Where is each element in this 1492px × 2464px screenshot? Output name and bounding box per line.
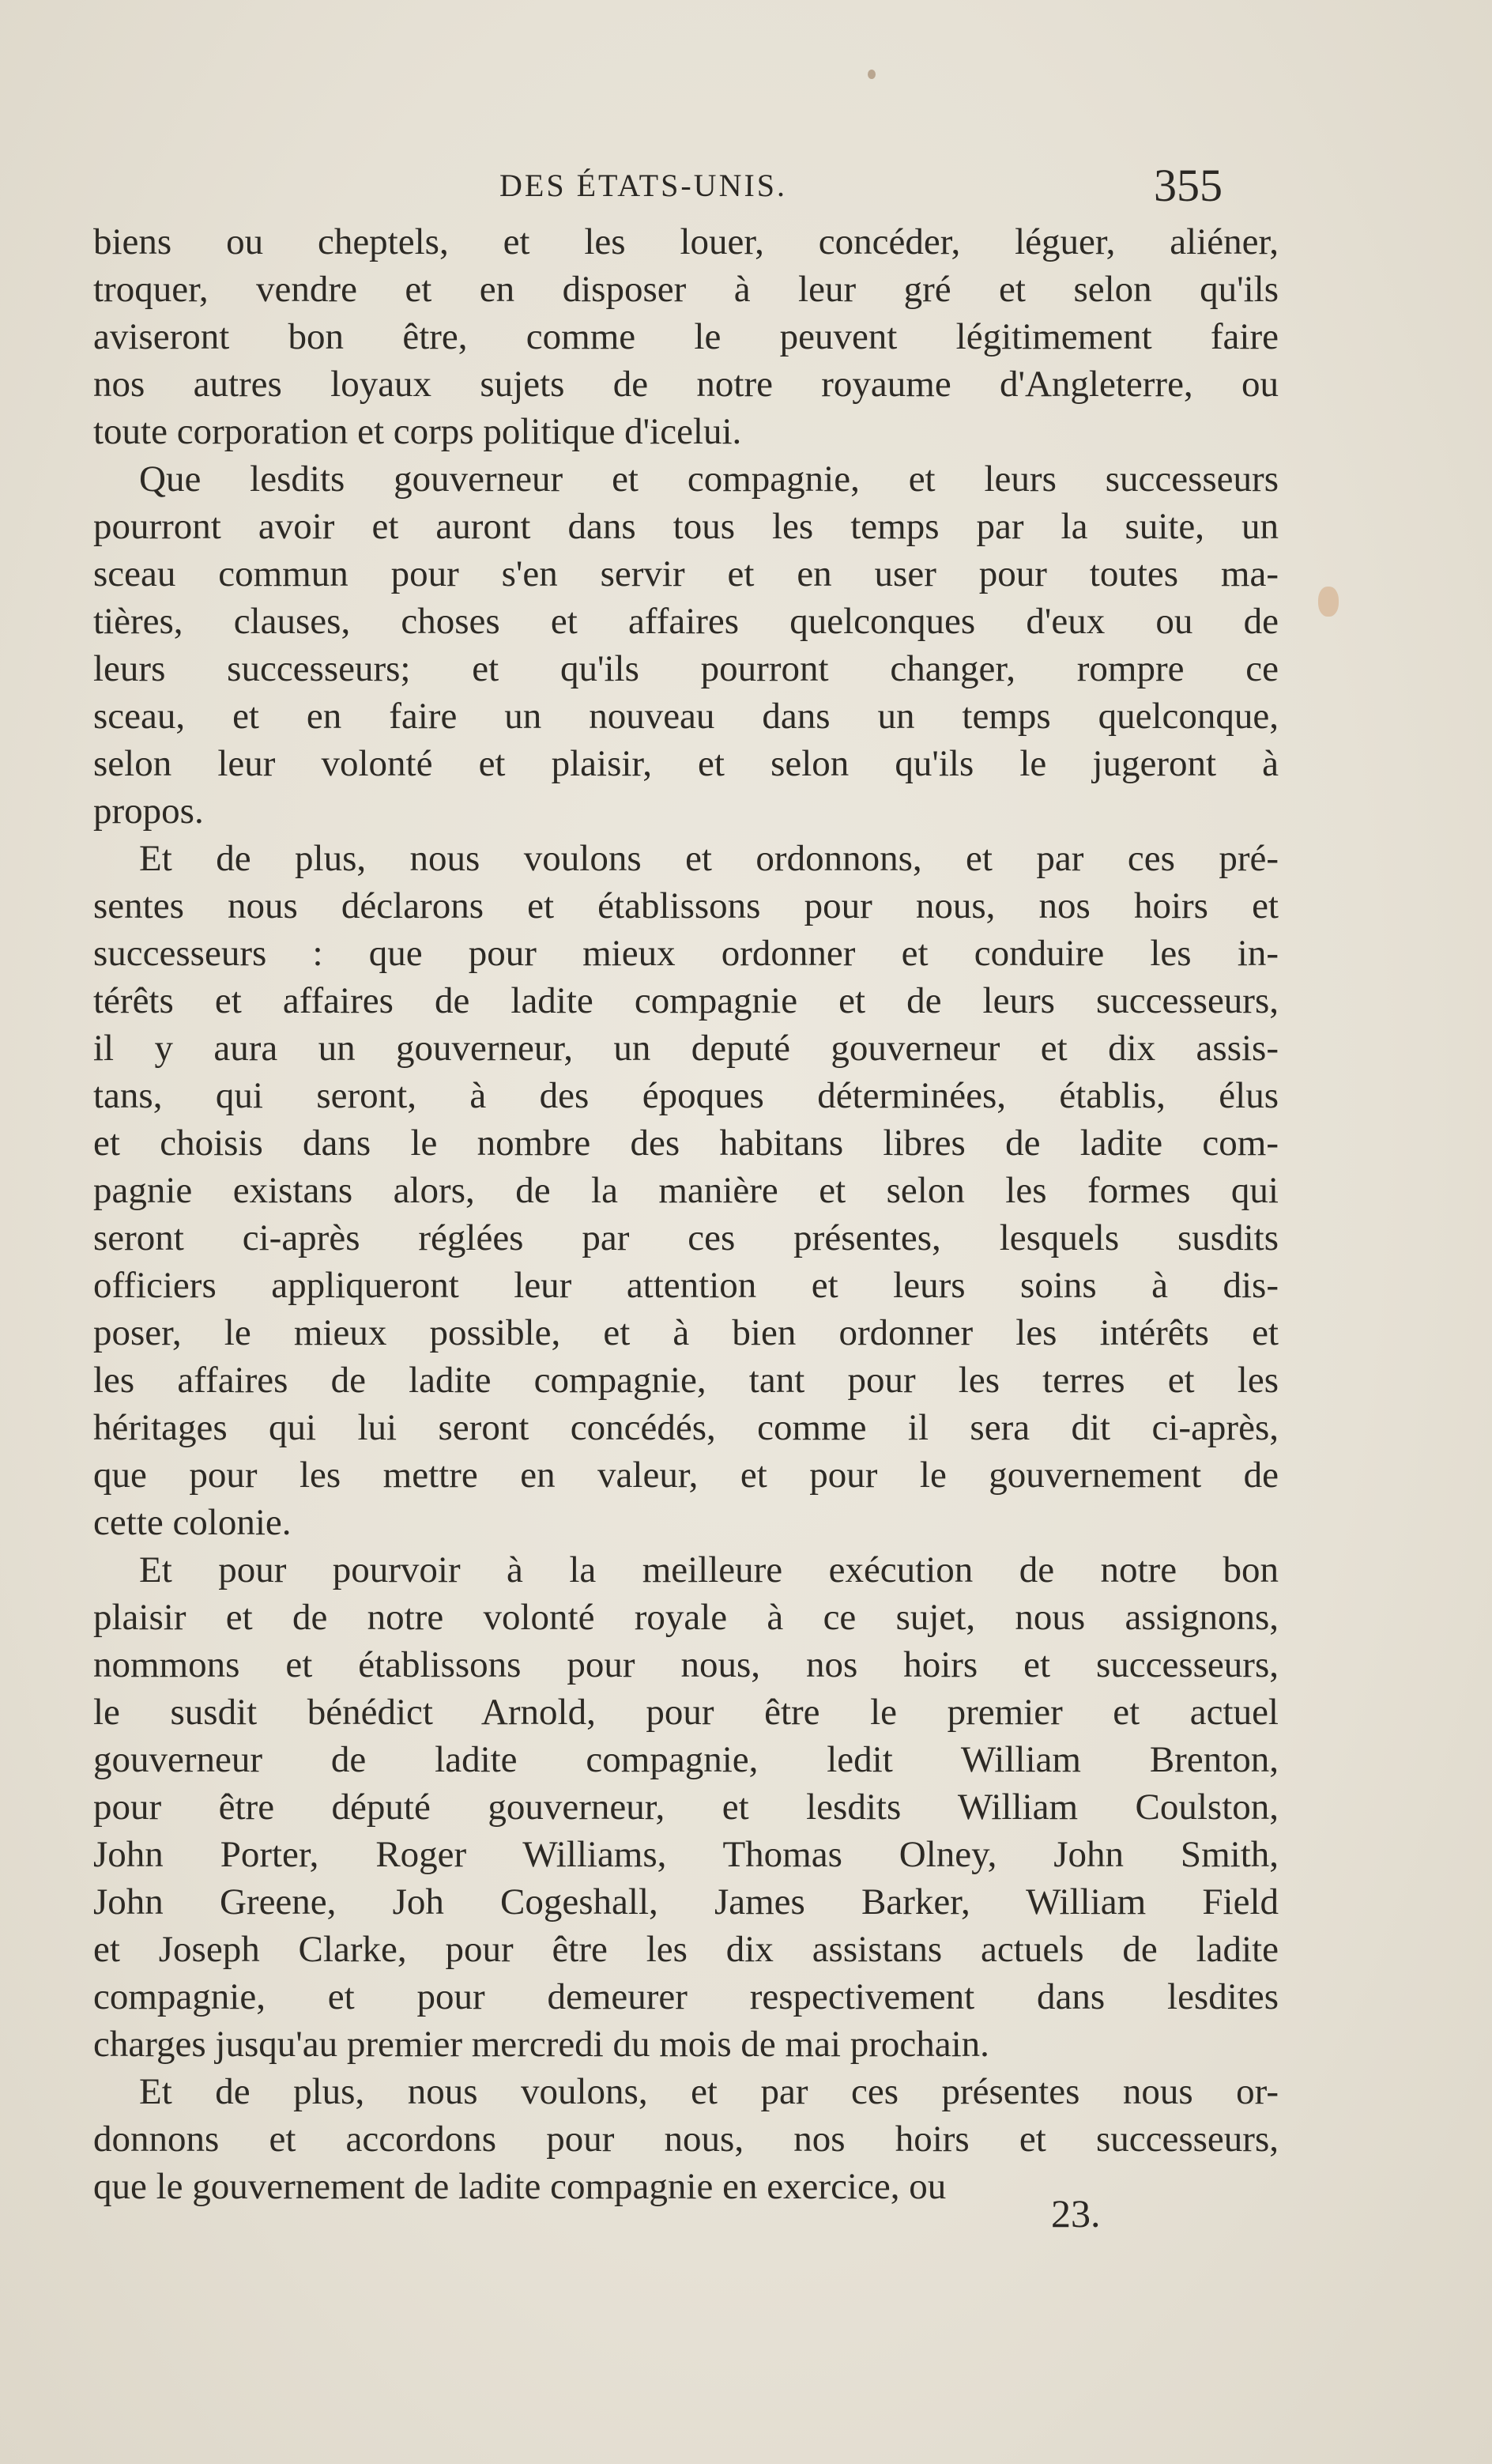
text-line: que le gouvernement de ladite compagnie en exercice, ou [93, 2166, 947, 2207]
page-number: 355 [1154, 160, 1223, 211]
text-line: il y aura un gouverneur, un deputé gouverneur et dix assis- [93, 1028, 1279, 1069]
text-line: propos. [93, 791, 204, 832]
paper-stain [1318, 587, 1339, 617]
text-line: nommons et établissons pour nous, nos hoirs et successeurs, [93, 1644, 1279, 1685]
text-line: et Joseph Clarke, pour être les dix assistans actuels de ladite [93, 1929, 1279, 1970]
text-line: compagnie, et pour demeurer respectivement dans lesdites [93, 1976, 1279, 2017]
text-line: sceau, et en faire un nouveau dans un temps quelconque, [93, 696, 1279, 737]
text-line: biens ou cheptels, et les louer, concéder, léguer, aliéner, [93, 221, 1279, 262]
text-line: Et de plus, nous voulons, et par ces présentes nous or- [139, 2071, 1279, 2112]
ink-dot [868, 70, 876, 79]
paragraph [93, 835, 1279, 1546]
text-line: térêts et affaires de ladite compagnie et de leurs successeurs, [93, 980, 1279, 1021]
text-line: héritages qui lui seront concédés, comme il sera dit ci-après, [93, 1407, 1279, 1448]
text-line: tans, qui seront, à des époques déterminées, établis, élus [93, 1075, 1279, 1116]
text-line: seront ci-après réglées par ces présentes, lesquels susdits [93, 1217, 1279, 1258]
paragraph [93, 455, 1279, 835]
text-line: tières, clauses, choses et affaires quelconques d'eux ou de [93, 601, 1279, 642]
text-line: nos autres loyaux sujets de notre royaume d'Angleterre, ou [93, 364, 1279, 405]
body-text [93, 218, 1279, 2210]
text-line: sentes nous déclarons et établissons pour nous, nos hoirs et [93, 885, 1279, 926]
paragraph [93, 1546, 1279, 2068]
text-line: selon leur volonté et plaisir, et selon qu'ils le jugeront à [93, 743, 1279, 784]
page-header [0, 158, 1492, 213]
signature-mark: 23. [1051, 2191, 1101, 2236]
text-line: cette colonie. [93, 1502, 292, 1543]
paragraph [93, 218, 1279, 455]
text-line: toute corporation et corps politique d'icelui. [93, 411, 742, 452]
text-line: Et de plus, nous voulons et ordonnons, et par ces pré- [139, 838, 1279, 879]
text-line: successeurs : que pour mieux ordonner et conduire les in- [93, 933, 1279, 974]
text-line: John Greene, Joh Cogeshall, James Barker, William Field [93, 1881, 1279, 1923]
text-line: plaisir et de notre volonté royale à ce sujet, nous assignons, [93, 1597, 1279, 1638]
text-line: aviseront bon être, comme le peuvent légitimement faire [93, 316, 1279, 357]
text-line: Et pour pourvoir à la meilleure exécution de notre bon [139, 1549, 1279, 1590]
text-line: officiers appliqueront leur attention et leurs soins à dis- [93, 1265, 1279, 1306]
text-line: Que lesdits gouverneur et compagnie, et leurs successeurs [139, 458, 1279, 500]
running-title: DES ÉTATS-UNIS. [499, 168, 788, 203]
text-line: sceau commun pour s'en servir et en user pour toutes ma- [93, 553, 1279, 594]
text-line: pourront avoir et auront dans tous les temps par la suite, un [93, 506, 1279, 547]
text-line: pagnie existans alors, de la manière et selon les formes qui [93, 1170, 1279, 1211]
text-line: troquer, vendre et en disposer à leur gré et selon qu'ils [93, 269, 1279, 310]
text-line: donnons et accordons pour nous, nos hoirs et successeurs, [93, 2119, 1279, 2160]
text-line: charges jusqu'au premier mercredi du mois de mai prochain. [93, 2024, 989, 2065]
text-line: gouverneur de ladite compagnie, ledit William Brenton, [93, 1739, 1279, 1780]
text-line: le susdit bénédict Arnold, pour être le premier et actuel [93, 1692, 1279, 1733]
text-line: John Porter, Roger Williams, Thomas Olney, John Smith, [93, 1834, 1279, 1875]
paragraph [93, 2068, 1279, 2210]
text-line: et choisis dans le nombre des habitans libres de ladite com- [93, 1123, 1279, 1164]
text-line: poser, le mieux possible, et à bien ordonner les intérêts et [93, 1312, 1279, 1353]
text-line: leurs successeurs; et qu'ils pourront changer, rompre ce [93, 648, 1279, 689]
text-line: pour être député gouverneur, et lesdits William Coulston, [93, 1787, 1279, 1828]
text-line: que pour les mettre en valeur, et pour le gouvernement de [93, 1455, 1279, 1496]
text-line: les affaires de ladite compagnie, tant pour les terres et les [93, 1360, 1279, 1401]
